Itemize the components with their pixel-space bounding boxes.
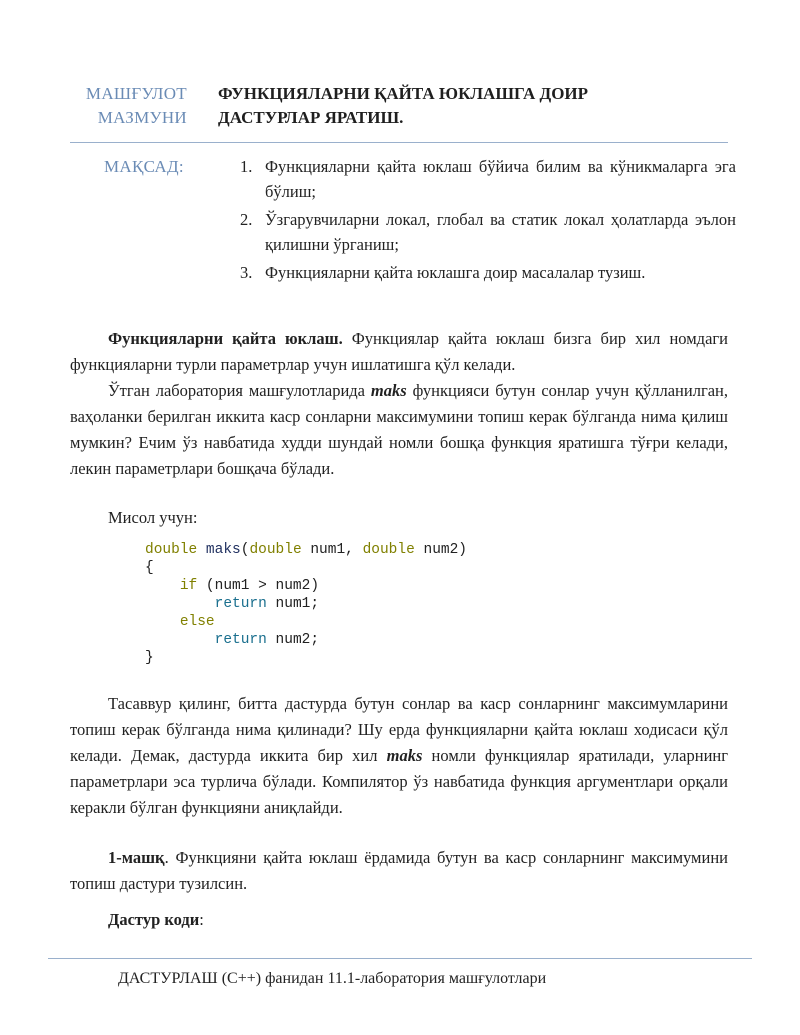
code-token: maks [205,542,241,558]
code-token: double [362,542,415,558]
code-token: (num1 > num2) [197,578,320,594]
code-token: return [214,596,267,612]
goal-text: Ўзгарувчиларни локал, глобал ва статик локал ҳолатларда эълон қилишни ўрганиш; [265,210,736,254]
document-body [70,326,728,933]
overloading-text-end: номли функциялар яратилади, уларнинг параметрлари эса турлича бўлади. Компилятор ўз навбатида функция аргументлари орқали керакли бўлган функцияни аниқлайди. [70,746,729,817]
code-label-paragraph [70,907,728,933]
page-title-line1: ФУНКЦИЯЛАРНИ ҚАЙТА ЮКЛАШГА ДОИР [218,84,589,103]
code-token: double [145,542,198,558]
code-token: num1, [301,542,363,558]
goal-number: 3. [240,263,253,282]
code-token: else [179,614,215,630]
explanation-paragraph [70,378,728,482]
code-block [145,541,728,667]
goal-item [240,260,736,285]
task-paragraph [70,845,728,897]
goal-number: 2. [240,210,253,229]
goal-item [240,154,736,204]
code-label-colon: : [199,910,204,929]
intro-paragraph [70,326,728,378]
explanation-text-start: Ўтган лаборатория машғулотларида [108,381,371,400]
code-token: double [249,542,302,558]
example-label: Мисол учун: [108,508,198,527]
code-token: { [145,560,154,576]
overloading-paragraph [70,691,728,821]
function-name-emphasis: maks [386,746,423,765]
code-token: } [145,650,154,666]
page-footer: ДАСТУРЛАШ (C++) фанидан 11.1-лаборатория машғулотлари [118,970,547,987]
goals-label: МАҚСАД: [104,157,184,176]
header-divider [70,142,728,143]
goal-text: Функцияларни қайта юклашга доир масалалар тузиш. [265,263,646,282]
section-label-line1: МАШҒУЛОТ [85,84,187,103]
task-label: 1-машқ [108,848,165,867]
code-token: ( [240,542,250,558]
task-text: . Функцияни қайта юклаш ёрдамида бутун ва каср сонларнинг максимумини топиш дастури тузилсин. [70,848,728,893]
page-title [218,82,698,130]
page-title-line2: ДАСТУРЛАР ЯРАТИШ. [218,108,404,127]
goals-list [240,154,736,288]
code-token: num1; [266,596,320,612]
code-token: num2; [266,632,320,648]
code-label: Дастур коди [108,910,200,929]
goal-number: 1. [240,157,253,176]
footer-divider [48,958,752,959]
goal-text: Функцияларни қайта юклаш бўйича билим ва кўникмаларга эга бўлиш; [265,157,736,201]
code-token: return [214,632,267,648]
code-token: if [179,578,198,594]
section-label [60,82,187,130]
intro-text: Функциялар қайта юклаш бизга бир хил номдаги функцияларни турли параметрлар учун ишлатишга қўл келади. [70,329,728,374]
section-label-line2: МАЗМУНИ [97,108,187,127]
code-token: num2) [414,542,468,558]
intro-term: Функцияларни қайта юклаш. [108,329,343,348]
overloading-text-start: Тасаввур қилинг, битта дастурда бутун сонлар ва каср сонларнинг максимумларини топиш керак бўлганда нима қилинади? Шу ерда функцияларни қайта юклаш ходисаси қўл келади. Демак, дастурда иккита бир хил [70,694,728,765]
explanation-text-end: функцияси бутун сонлар учун қўлланилган, ваҳоланки берилган иккита каср сонларни максимумини топиш керак бўлганда нима қилиш мумкин? Ечим ўз навбатида худди шундай номли бошқа функция яратишга тўғри келади, лекин параметрлари бошқача бўлади. [70,381,728,478]
goal-item [240,207,736,257]
function-name-emphasis: maks [370,381,407,400]
